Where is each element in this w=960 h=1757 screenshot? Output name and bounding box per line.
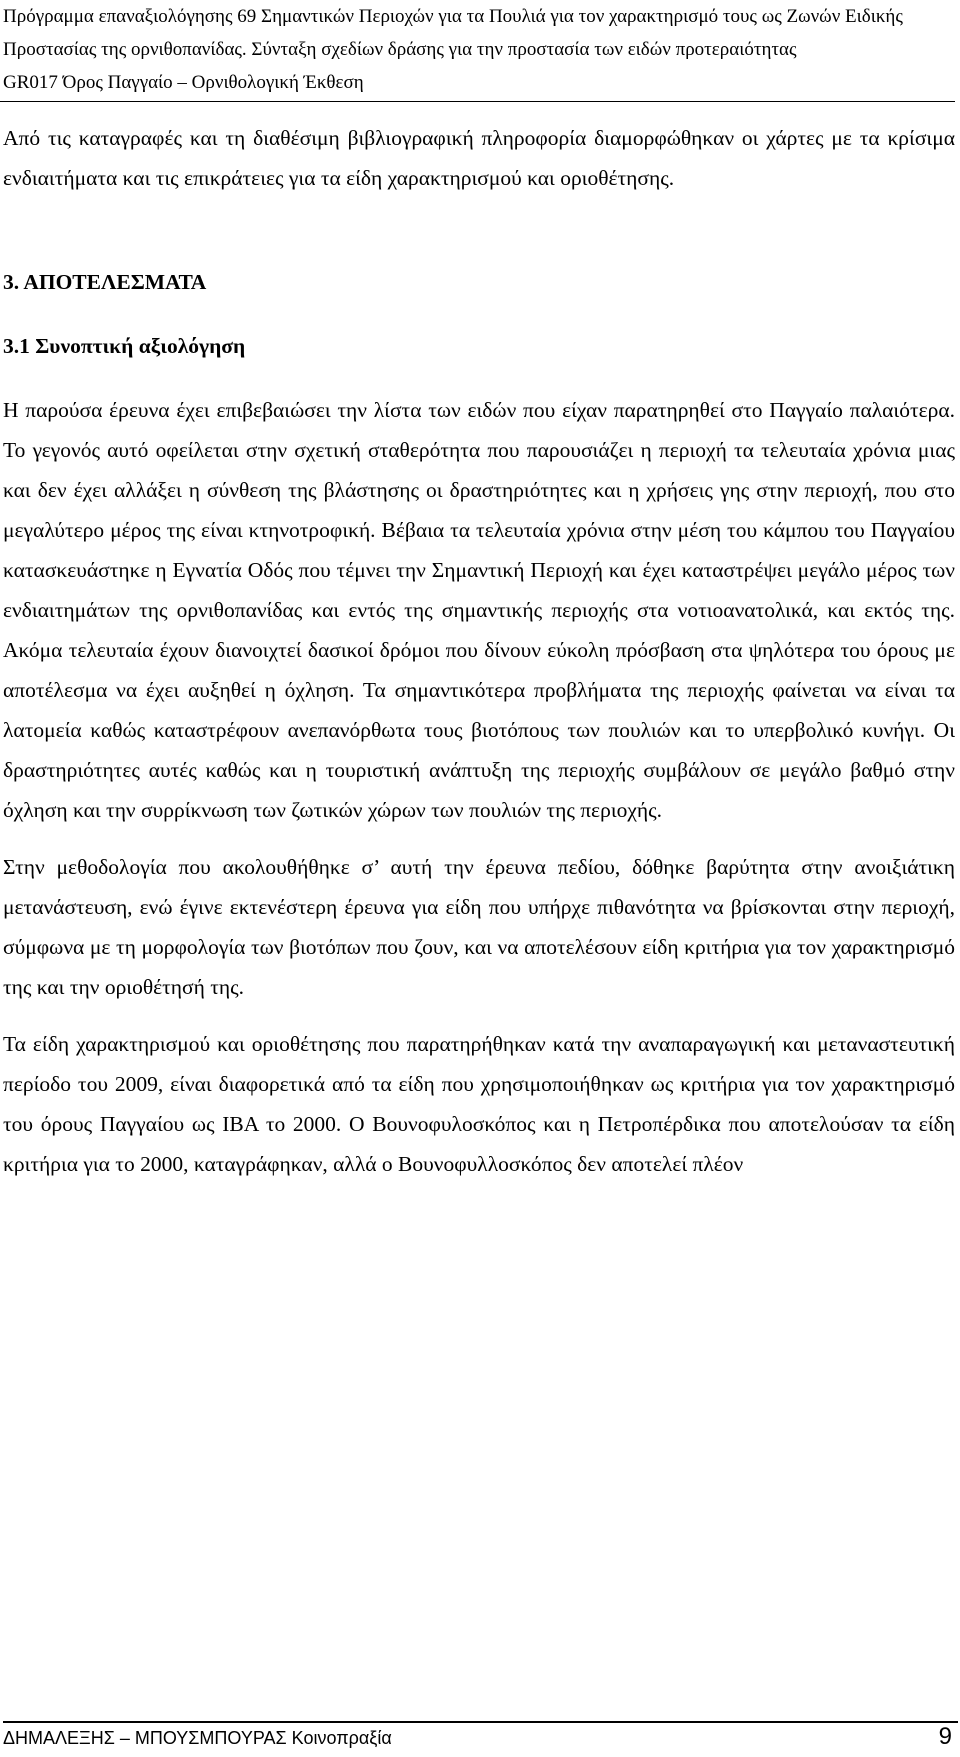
document-body bbox=[3, 118, 955, 1184]
spacer bbox=[3, 366, 955, 390]
section-heading: 3. ΑΠΟΤΕΛΕΣΜΑΤΑ bbox=[3, 270, 207, 294]
header-line-3: GR017 Όρος Παγγαίο – Ορνιθολογική Έκθεση bbox=[3, 72, 364, 93]
footer-organization: ΔΗΜΑΛΕΞΗΣ – ΜΠΟΥΣΜΠΟΥΡΑΣ Κοινοπραξία bbox=[3, 1728, 392, 1748]
spacer bbox=[3, 830, 955, 847]
header-line-2: Προστασίας της ορνιθοπανίδας. Σύνταξη σχεδίων δράσης για την προστασία των ειδών προτεραιότητας bbox=[3, 39, 797, 60]
paragraph-1: Η παρούσα έρευνα έχει επιβεβαιώσει την λίστα των ειδών που είχαν παρατηρηθεί στο Παγγαίο παλαιότερα. Το γεγονός αυτό οφείλεται στην σχετική σταθερότητα που παρουσιάζει η περιοχή τα τελευταία χρόνια μιας και δεν έχει αλλάξει η σύνθεση της βλάστησης οι δραστηριότητες και η χρήσεις γης στην περιοχή, που στο μεγαλύτερο μέρος της είναι κτηνοτροφική. Βέβαια τα τελευταία χρόνια στην μέση του κάμπου του Παγγαίου κατασκευάστηκε η Εγνατία Οδός που τέμνει την Σημαντική Περιοχή και έχει καταστρέψει μεγάλο μέρος των ενδιαιτημάτων της ορνιθοπανίδας και εντός της σημαντικής περιοχής στα νοτιοανατολικά, και εκτός της. Ακόμα τελευταία έχουν διανοιχτεί δασικοί δρόμοι που δίνουν εύκολη πρόσβαση στα ψηλότερα του όρους με αποτέλεσμα να έχει αυξηθεί η όχληση. Τα σημαντικότερα προβλήματα της περιοχής φαίνεται να είναι τα λατομεία καθώς καταστρέφουν ανεπανόρθωτα τους βιοτόπους των πουλιών και το υπερβολικό κυνήγι. Οι δραστηριότητες αυτές καθώς και η τουριστική ανάπτυξη της περιοχής συμβάλουν σε μεγάλο βαθμό στην όχληση και την συρρίκνωση των ζωτικών χώρων των πουλιών της περιοχής. bbox=[3, 398, 955, 822]
page-number: 9 bbox=[938, 1723, 952, 1750]
spacer bbox=[3, 1007, 955, 1024]
spacer bbox=[3, 198, 955, 262]
subsection-heading: 3.1 Συνοπτική αξιολόγηση bbox=[3, 334, 246, 358]
intro-paragraph: Από τις καταγραφές και τη διαθέσιμη βιβλιογραφική πληροφορία διαμορφώθηκαν οι χάρτες με τα κρίσιμα ενδιαιτήματα και τις επικράτειες για τα είδη χαρακτηρισμού και οριοθέτησης. bbox=[3, 126, 955, 190]
page-header bbox=[3, 0, 958, 99]
header-line-1: Πρόγραμμα επαναξιολόγησης 69 Σημαντικών Περιοχών για τα Πουλιά για τον χαρακτηρισμό τους ως Ζωνών Ειδικής bbox=[3, 6, 903, 27]
paragraph-3: Τα είδη χαρακτηρισμού και οριοθέτησης που παρατηρήθηκαν κατά την αναπαραγωγική και μεταναστευτική περίοδο του 2009, είναι διαφορετικά από τα είδη που χρησιμοποιήθηκαν ως κριτήρια για τον χαρακτηρισμό του όρους Παγγαίου ως IBA το 2000. Ο Βουνοφυλοσκόπος και η Πετροπέρδικα που αποτελούσαν τα είδη κριτήρια για το 2000, καταγράφηκαν, αλλά ο Βουνοφυλλοσκόπος δεν αποτελεί πλέον bbox=[3, 1032, 955, 1176]
paragraph-2: Στην μεθοδολογία που ακολουθήθηκε σ’ αυτή την έρευνα πεδίου, δόθηκε βαρύτητα στην ανοιξιάτικη μετανάστευση, ενώ έγινε εκτενέστερη έρευνα για είδη που υπήρχε πιθανότητα να βρίσκονται στην περιοχή, σύμφωνα με τη μορφολογία των βιοτόπων που ζουν, και να αποτελέσουν είδη κριτήρια για τον χαρακτηρισμό της και την οριοθέτησή της. bbox=[3, 855, 955, 999]
spacer bbox=[3, 302, 955, 326]
header-divider bbox=[0, 101, 955, 102]
footer-divider bbox=[3, 1721, 958, 1723]
